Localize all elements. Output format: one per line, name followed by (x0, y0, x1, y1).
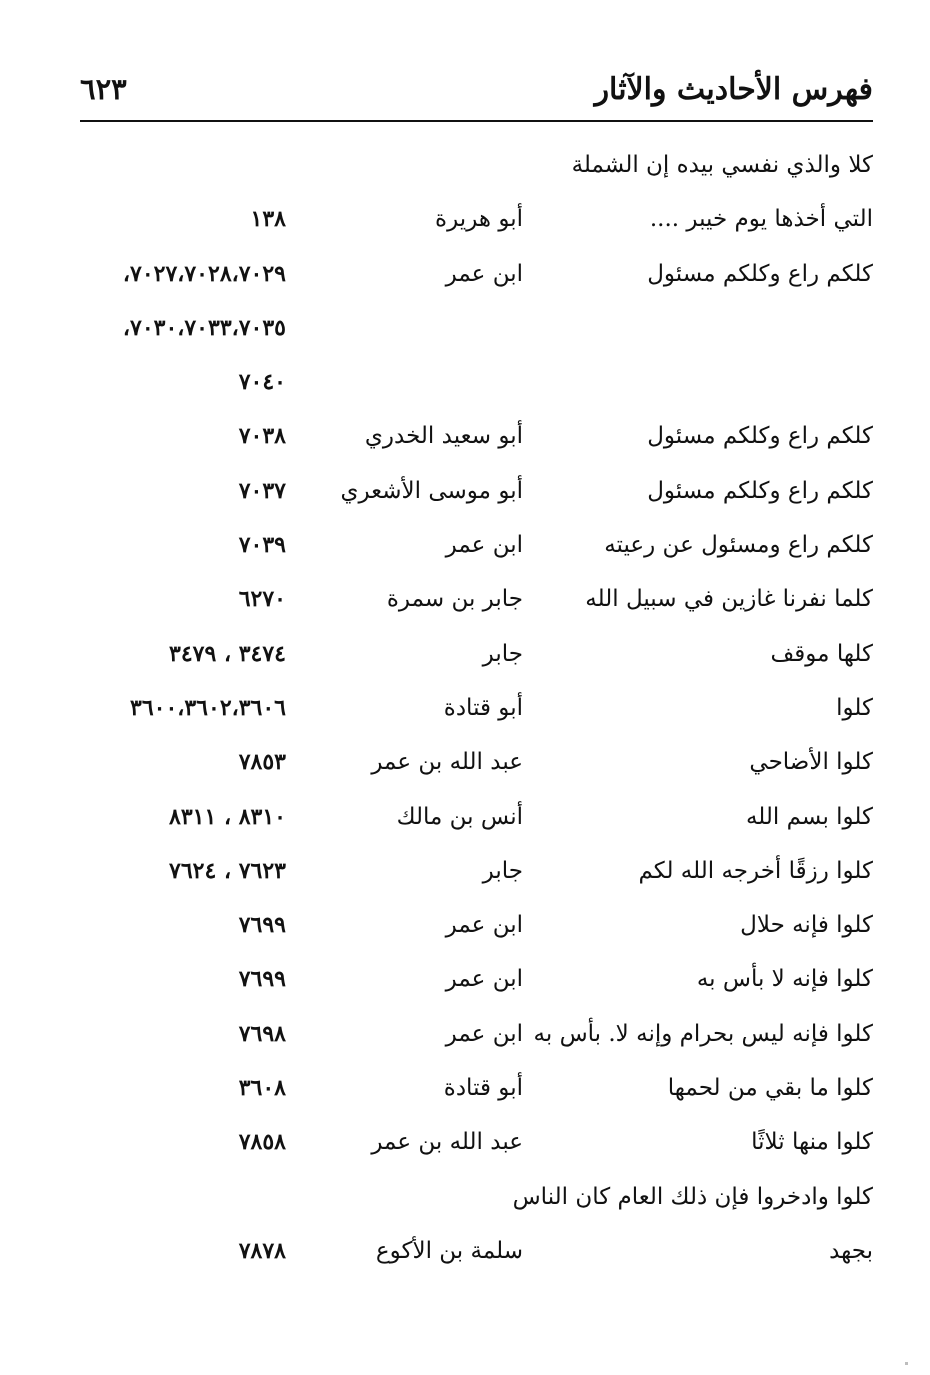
index-row (80, 1170, 873, 1224)
index-row (80, 1061, 873, 1115)
hadith-text: كلوا وادخروا فإن ذلك العام كان الناس (512, 1183, 873, 1210)
hadith-text: كلوا فإنه ليس بحرام وإنه لا. بأس به (533, 1020, 873, 1047)
hadith-number: ٣٤٧٤ ، ٣٤٧٩ (169, 640, 286, 667)
hadith-text: كلوا فإنه حلال (740, 912, 873, 939)
hadith-text: كلا والذي نفسي بيده إن الشملة (571, 152, 873, 178)
hadith-number: ٣٦٠٨ (238, 1075, 286, 1102)
hadith-text: التي أخذها يوم خيبر .... (649, 206, 873, 233)
hadith-number: ٣٦٠٠،٣٦٠٢،٣٦٠٦ (130, 694, 286, 721)
narrator: ابن عمر (445, 260, 523, 287)
page-number: ٦٢٣ (80, 72, 127, 106)
narrator: جابر (482, 857, 523, 884)
hadith-number: ٧٨٥٣ (238, 749, 286, 776)
hadith-text: كلكم راع وكلكم مسئول (647, 260, 873, 287)
index-row (80, 1007, 873, 1061)
hadith-number: ٧٠٣٨ (238, 423, 286, 450)
hadith-text: كلها موقف (770, 640, 873, 667)
hadith-number: ١٣٨ (250, 206, 286, 233)
hadith-number: ٦٢٧٠ (238, 586, 286, 613)
hadith-text: كلوا الأضاحي (749, 749, 873, 776)
index-row (80, 409, 873, 463)
hadith-index-list (80, 138, 873, 1278)
hadith-number: ٧٦٩٩ (238, 912, 286, 939)
hadith-number: ٧٠٣٩ (238, 532, 286, 559)
hadith-number: ٧٨٥٨ (238, 1129, 286, 1156)
narrator: جابر (482, 640, 523, 667)
hadith-text: كلوا فإنه لا بأس به (696, 966, 873, 993)
hadith-number: ٨٣١٠ ، ٨٣١١ (169, 803, 286, 830)
index-row (80, 735, 873, 789)
narrator: أبو قتادة (443, 694, 523, 721)
narrator: ابن عمر (445, 1020, 523, 1047)
narrator: ابن عمر (445, 532, 523, 559)
index-row (80, 138, 873, 192)
narrator: جابر بن سمرة (386, 586, 523, 613)
hadith-number: ٧٨٧٨ (238, 1237, 286, 1264)
hadith-text: بجهد (829, 1237, 873, 1264)
narrator: عبد الله بن عمر (371, 1129, 523, 1156)
narrator: أبو موسى الأشعري (340, 477, 523, 504)
hadith-number: ٧٠٤٠ (238, 369, 286, 396)
index-row (80, 1115, 873, 1169)
hadith-text: كلوا منها ثلاثًا (751, 1129, 873, 1156)
index-row (80, 898, 873, 952)
narrator: عبد الله بن عمر (371, 749, 523, 776)
index-row (80, 192, 873, 246)
narrator: أنس بن مالك (396, 803, 523, 830)
page-title: فهرس الأحاديث والآثار (594, 72, 873, 107)
hadith-text: كلكم راع ومسئول عن رعيته (604, 532, 873, 559)
narrator: سلمة بن الأكوع (375, 1237, 523, 1264)
index-row (80, 1224, 873, 1278)
page-header (80, 62, 873, 112)
hadith-number: ٧٠٢٧،٧٠٢٨،٧٠٢٩، (122, 260, 286, 287)
hadith-text: كلوا (836, 694, 873, 721)
hadith-number: ٧٦٢٣ ، ٧٦٢٤ (169, 857, 286, 884)
scan-speck (905, 1362, 908, 1365)
index-row (80, 790, 873, 844)
index-row (80, 681, 873, 735)
index-row (80, 301, 873, 355)
index-row (80, 952, 873, 1006)
hadith-number: ٧٦٩٨ (238, 1020, 286, 1047)
index-row (80, 572, 873, 626)
narrator: ابن عمر (445, 912, 523, 939)
narrator: أبو سعيد الخدري (364, 423, 523, 450)
header-divider (80, 120, 873, 122)
hadith-text: كلوا رزقًا أخرجه الله لكم (638, 857, 873, 884)
hadith-text: كلوا بسم الله (745, 803, 873, 830)
index-row (80, 627, 873, 681)
index-row (80, 844, 873, 898)
hadith-text: كلكم راع وكلكم مسئول (647, 423, 873, 450)
hadith-text: كلوا ما بقي من لحمها (667, 1075, 873, 1102)
narrator: ابن عمر (445, 966, 523, 993)
narrator: أبو هريرة (435, 206, 523, 233)
hadith-text: كلما نفرنا غازين في سبيل الله (585, 586, 873, 613)
index-row (80, 355, 873, 409)
index-row (80, 464, 873, 518)
index-row (80, 247, 873, 301)
hadith-number: ٧٠٣٧ (238, 477, 286, 504)
hadith-number: ٧٦٩٩ (238, 966, 286, 993)
hadith-number: ٧٠٣٠،٧٠٣٣،٧٠٣٥، (122, 314, 286, 341)
narrator: أبو قتادة (443, 1075, 523, 1102)
index-row (80, 518, 873, 572)
hadith-text: كلكم راع وكلكم مسئول (647, 477, 873, 504)
